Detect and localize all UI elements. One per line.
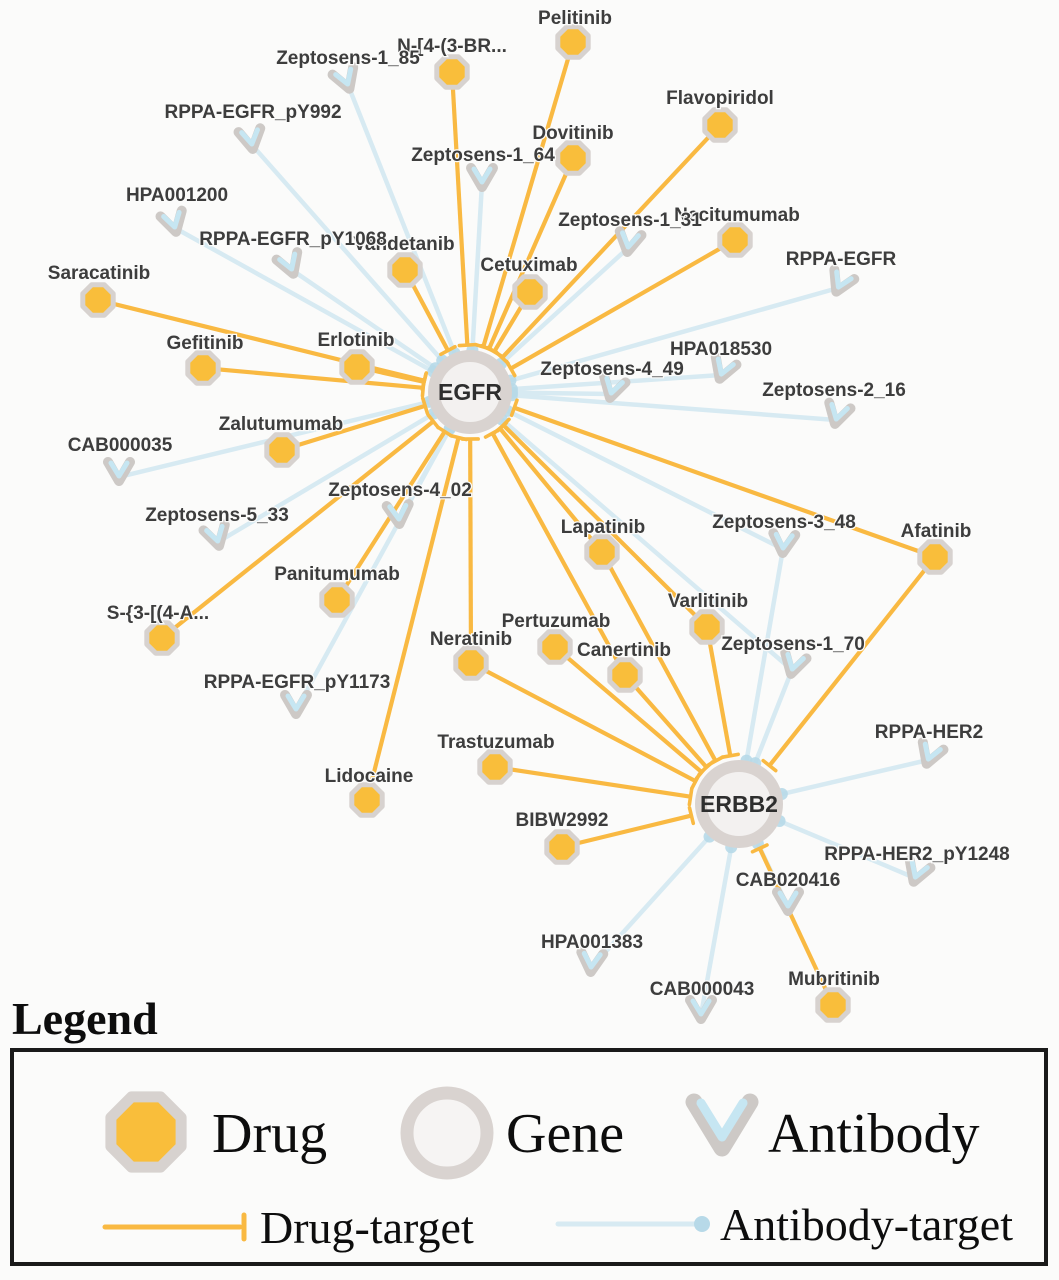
node-label-cab020416: CAB020416 (735, 870, 841, 891)
antibody-node-rppa-egfr-py992[interactable] (239, 128, 264, 151)
antibody-node-zeptosens-5-33[interactable] (203, 525, 229, 549)
node-label-lapatinib: Lapatinib (560, 517, 646, 538)
antibody-node-zeptosens-2-16[interactable] (824, 403, 850, 427)
gene-label-egfr: EGFR (438, 379, 502, 405)
node-label-lidocaine: Lidocaine (324, 766, 414, 787)
legend-antibody-target-dot-icon (694, 1216, 710, 1232)
drug-octagon-icon (610, 660, 640, 690)
node-label-zalutumumab: Zalutumumab (218, 414, 344, 435)
drug-octagon-icon (480, 752, 510, 782)
node-label-cab000035: CAB000035 (67, 435, 173, 456)
node-label-panitumumab: Panitumumab (274, 564, 400, 585)
drug-octagon-icon (83, 285, 113, 315)
legend-gene-circle-icon (407, 1093, 487, 1173)
gene-label-erbb2: ERBB2 (700, 791, 778, 817)
drug-node-pertuzumab[interactable] (540, 632, 570, 662)
node-label-neratinib: Neratinib (429, 629, 513, 650)
drug-octagon-icon (322, 585, 352, 615)
antibody-node-zeptosens-3-48[interactable] (772, 533, 796, 554)
node-label-pertuzumab: Pertuzumab (501, 611, 611, 632)
node-label-zeptosens-1-85: Zeptosens-1_85 (276, 48, 420, 69)
drug-target-tee-icon (459, 345, 475, 346)
drug-octagon-icon (390, 255, 420, 285)
drug-octagon-icon (547, 832, 577, 862)
node-label-rppa-her2-py1248: RPPA-HER2_pY1248 (824, 844, 1010, 865)
antibody-node-zeptosens-1-64[interactable] (471, 168, 493, 187)
node-label-hpa001200: HPA001200 (125, 185, 229, 206)
drug-node-lapatinib[interactable] (587, 537, 617, 567)
antibody-node-zeptosens-1-70[interactable] (780, 653, 806, 677)
node-label-afatinib: Afatinib (900, 521, 972, 542)
drug-node-erlotinib[interactable] (342, 352, 372, 382)
antibody-node-rppa-egfr-py1173[interactable] (285, 695, 307, 714)
node-label-erlotinib: Erlotinib (317, 330, 395, 351)
drug-node-saracatinib[interactable] (83, 285, 113, 315)
drug-octagon-icon (188, 353, 218, 383)
node-label-zeptosens-1-70: Zeptosens-1_70 (721, 634, 865, 655)
drug-node-dovitinib[interactable] (558, 143, 588, 173)
node-label-n-4-3-br: N-[4-(3-BR... (397, 36, 507, 57)
node-label-cetuximab: Cetuximab (480, 255, 578, 276)
gene-node-erbb2[interactable] (700, 766, 778, 842)
node-label-zeptosens-1-64: Zeptosens-1_64 (411, 145, 555, 166)
node-label-rppa-egfr-py1068: RPPA-EGFR_pY1068 (199, 229, 387, 250)
drug-node-panitumumab[interactable] (322, 585, 352, 615)
drug-octagon-icon (540, 632, 570, 662)
drug-node-lidocaine[interactable] (352, 785, 382, 815)
drug-node-zalutumumab[interactable] (267, 435, 297, 465)
node-label-dovitinib: Dovitinib (532, 123, 614, 144)
antibody-node-hpa018530[interactable] (709, 357, 736, 382)
node-label-flavopiridol: Flavopiridol (666, 88, 774, 109)
drug-octagon-icon (515, 277, 545, 307)
node-label-zeptosens-4-49: Zeptosens-4_49 (540, 359, 684, 380)
node-label-s-3-4-a: S-{3-[(4-A... (106, 603, 210, 624)
legend-title: Legend (12, 993, 158, 1044)
drug-target-tee-icon (722, 754, 738, 757)
antibody-node-zeptosens-1-31[interactable] (616, 231, 641, 254)
drug-node-flavopiridol[interactable] (705, 110, 735, 140)
node-labels (48, 8, 1010, 1000)
node-label-cab000043: CAB000043 (649, 979, 755, 1000)
node-label-saracatinib: Saracatinib (47, 263, 151, 284)
drug-node-gefitinib[interactable] (188, 353, 218, 383)
node-label-gefitinib: Gefitinib (166, 333, 244, 354)
drug-target-tee-icon (689, 808, 693, 824)
drug-octagon-icon (558, 143, 588, 173)
drug-node-trastuzumab[interactable] (480, 752, 510, 782)
legend-antibody-label: Antibody (768, 1103, 980, 1165)
drug-target-edge (452, 72, 467, 345)
drug-node-varlitinib[interactable] (692, 612, 722, 642)
drug-target-tee-icon (422, 374, 425, 390)
node-label-zeptosens-5-33: Zeptosens-5_33 (145, 505, 289, 526)
drug-node-cetuximab[interactable] (515, 277, 545, 307)
node-label-zeptosens-1-31: Zeptosens-1_31 (558, 210, 702, 231)
drug-node-n-4-3-br[interactable] (437, 57, 467, 87)
node-label-canertinib: Canertinib (577, 640, 671, 661)
drug-node-s-3-4-a[interactable] (147, 623, 177, 653)
node-label-necitumumab: Necitumumab (674, 205, 800, 226)
drug-node-neratinib[interactable] (456, 648, 486, 678)
node-label-zeptosens-2-16: Zeptosens-2_16 (762, 380, 906, 401)
antibody-target-edge (512, 393, 611, 394)
legend-drug-octagon-icon (111, 1097, 181, 1167)
legend-drug-label: Drug (212, 1103, 328, 1165)
antibody-target-edge (782, 760, 928, 794)
drug-octagon-icon (587, 537, 617, 567)
node-label-vandetanib: Vandetanib (353, 234, 455, 255)
antibody-node-hpa001383[interactable] (580, 952, 604, 973)
node-label-hpa018530: HPA018530 (669, 339, 773, 360)
node-label-zeptosens-4-02: Zeptosens-4_02 (328, 480, 472, 501)
drug-octagon-icon (352, 785, 382, 815)
node-label-rppa-her2: RPPA-HER2 (874, 722, 984, 743)
drug-octagon-icon (342, 352, 372, 382)
drug-octagon-icon (720, 225, 750, 255)
drug-octagon-icon (456, 648, 486, 678)
node-label-pelitinib: Pelitinib (538, 8, 612, 29)
drug-target-edge (495, 767, 691, 797)
node-label-varlitinib: Varlitinib (667, 591, 749, 612)
drug-node-bibw2992[interactable] (547, 832, 577, 862)
node-label-bibw2992: BIBW2992 (515, 810, 609, 831)
node-label-zeptosens-3-48: Zeptosens-3_48 (712, 512, 856, 533)
node-label-rppa-egfr-py992: RPPA-EGFR_pY992 (164, 102, 342, 123)
node-label-trastuzumab: Trastuzumab (437, 732, 555, 753)
legend-drug-target-label: Drug-target (260, 1202, 474, 1253)
drug-node-necitumumab[interactable] (720, 225, 750, 255)
antibody-node-zeptosens-1-85[interactable] (333, 67, 360, 92)
drug-node-afatinib[interactable] (920, 542, 950, 572)
legend (12, 993, 1046, 1264)
drug-node-vandetanib[interactable] (390, 255, 420, 285)
drug-node-pelitinib[interactable] (558, 27, 588, 57)
drug-octagon-icon (818, 990, 848, 1020)
drug-node-mubritinib[interactable] (818, 990, 848, 1020)
node-label-hpa001383: HPA001383 (540, 932, 644, 953)
node-label-rppa-egfr-py1173: RPPA-EGFR_pY1173 (203, 672, 391, 693)
drug-octagon-icon (920, 542, 950, 572)
antibody-node-cab020416[interactable] (777, 892, 799, 911)
gene-node-egfr[interactable] (434, 356, 506, 428)
legend-gene-label: Gene (506, 1103, 625, 1165)
drug-octagon-icon (437, 57, 467, 87)
drug-octagon-icon (705, 110, 735, 140)
drug-target-tee-icon (689, 789, 691, 805)
antibody-node-cab000035[interactable] (108, 462, 130, 481)
drug-octagon-icon (558, 27, 588, 57)
drug-octagon-icon (267, 435, 297, 465)
node-label-mubritinib: Mubritinib (788, 969, 880, 990)
drug-node-canertinib[interactable] (610, 660, 640, 690)
legend-antibody-target-label: Antibody-target (720, 1199, 1013, 1250)
drug-octagon-icon (692, 612, 722, 642)
node-label-rppa-egfr: RPPA-EGFR (785, 249, 897, 270)
drug-octagon-icon (147, 623, 177, 653)
